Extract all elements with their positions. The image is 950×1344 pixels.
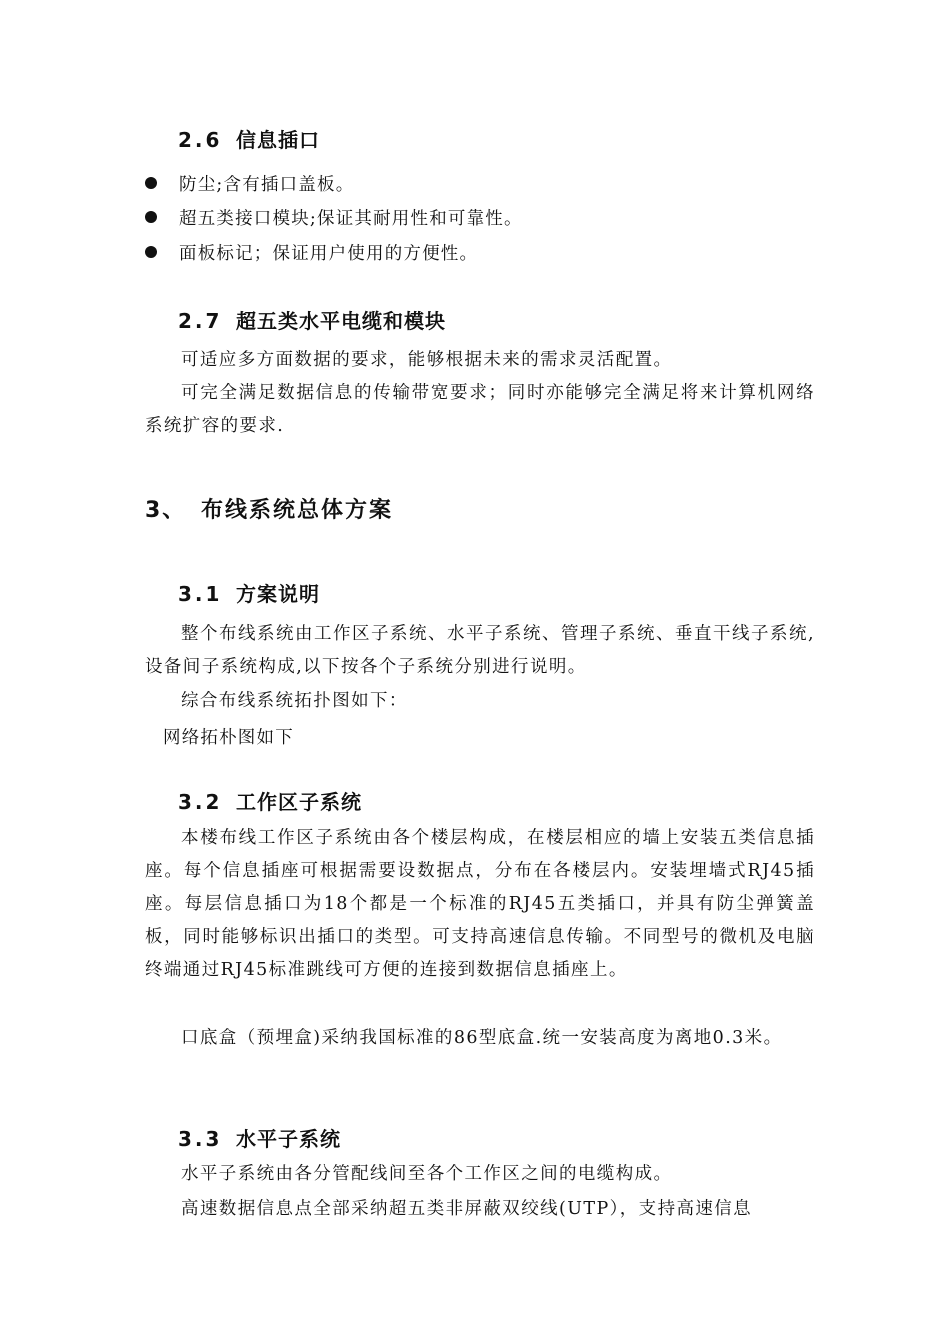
section-title: 信息插口 bbox=[236, 128, 320, 152]
paragraph: 口底盒（预埋盒)采纳我国标准的86型底盒.统一安装高度为离地0.3米。 bbox=[181, 1028, 783, 1048]
section-heading-3-2 bbox=[178, 786, 362, 815]
section-title: 水平子系统 bbox=[236, 1127, 341, 1151]
paragraph: 可适应多方面数据的要求，能够根据未来的需求灵活配置。 bbox=[181, 350, 673, 370]
figure-note: 网络拓朴图如下 bbox=[163, 728, 294, 748]
section-heading-3-3 bbox=[178, 1123, 341, 1152]
section-heading-3-1 bbox=[178, 578, 320, 607]
section-number: 3.2 bbox=[178, 790, 223, 814]
section-title: 方案说明 bbox=[236, 582, 320, 606]
chapter-title: 布线系统总体方案 bbox=[201, 498, 394, 523]
bullet-icon bbox=[145, 177, 157, 189]
section-heading-2-6 bbox=[178, 124, 320, 153]
section-title: 工作区子系统 bbox=[236, 790, 362, 814]
section-heading-2-7 bbox=[178, 305, 446, 334]
section-title: 超五类水平电缆和模块 bbox=[236, 309, 446, 333]
paragraph: 综合布线系统拓扑图如下： bbox=[181, 691, 408, 711]
section-number: 3.1 bbox=[178, 582, 223, 606]
paragraph: 高速数据信息点全部采纳超五类非屏蔽双绞线(UTP），支持高速信息 bbox=[181, 1199, 753, 1219]
paragraph: 本楼布线工作区子系统由各个楼层构成，在楼层相应的墙上安装五类信息插座。每个信息插座可根据需要设数据点，分布在各楼层内。安装埋墙式RJ45插座。每层信息插口为18个都是一个标准的RJ45五类插口，并具有防尘弹簧盖板，同时能够标识出插口的类型。可支持高速信息传输。不同型号的微机及电脑终端通过RJ45标准跳线可方便的连接到数据信息插座上。 bbox=[145, 828, 815, 980]
bullet-text: 超五类接口模块;保证其耐用性和可靠性。 bbox=[179, 209, 523, 229]
bullet-icon bbox=[145, 211, 157, 223]
paragraph: 整个布线系统由工作区子系统、水平子系统、管理子系统、垂直干线子系统,设备间子系统构成,以下按各个子系统分别进行说明。 bbox=[145, 624, 815, 677]
chapter-heading-3 bbox=[145, 493, 393, 524]
chapter-number: 3、 bbox=[145, 498, 187, 523]
bullet-text: 面板标记；保证用户使用的方便性。 bbox=[179, 244, 479, 264]
section-number: 2.7 bbox=[178, 309, 223, 333]
section-number: 2.6 bbox=[178, 128, 223, 152]
bullet-text: 防尘;含有插口盖板。 bbox=[179, 175, 355, 195]
bullet-icon bbox=[145, 246, 157, 258]
paragraph: 可完全满足数据信息的传输带宽要求；同时亦能够完全满足将来计算机网络系统扩容的要求. bbox=[145, 383, 815, 436]
section-number: 3.3 bbox=[178, 1127, 223, 1151]
paragraph: 水平子系统由各分管配线间至各个工作区之间的电缆构成。 bbox=[181, 1164, 673, 1184]
